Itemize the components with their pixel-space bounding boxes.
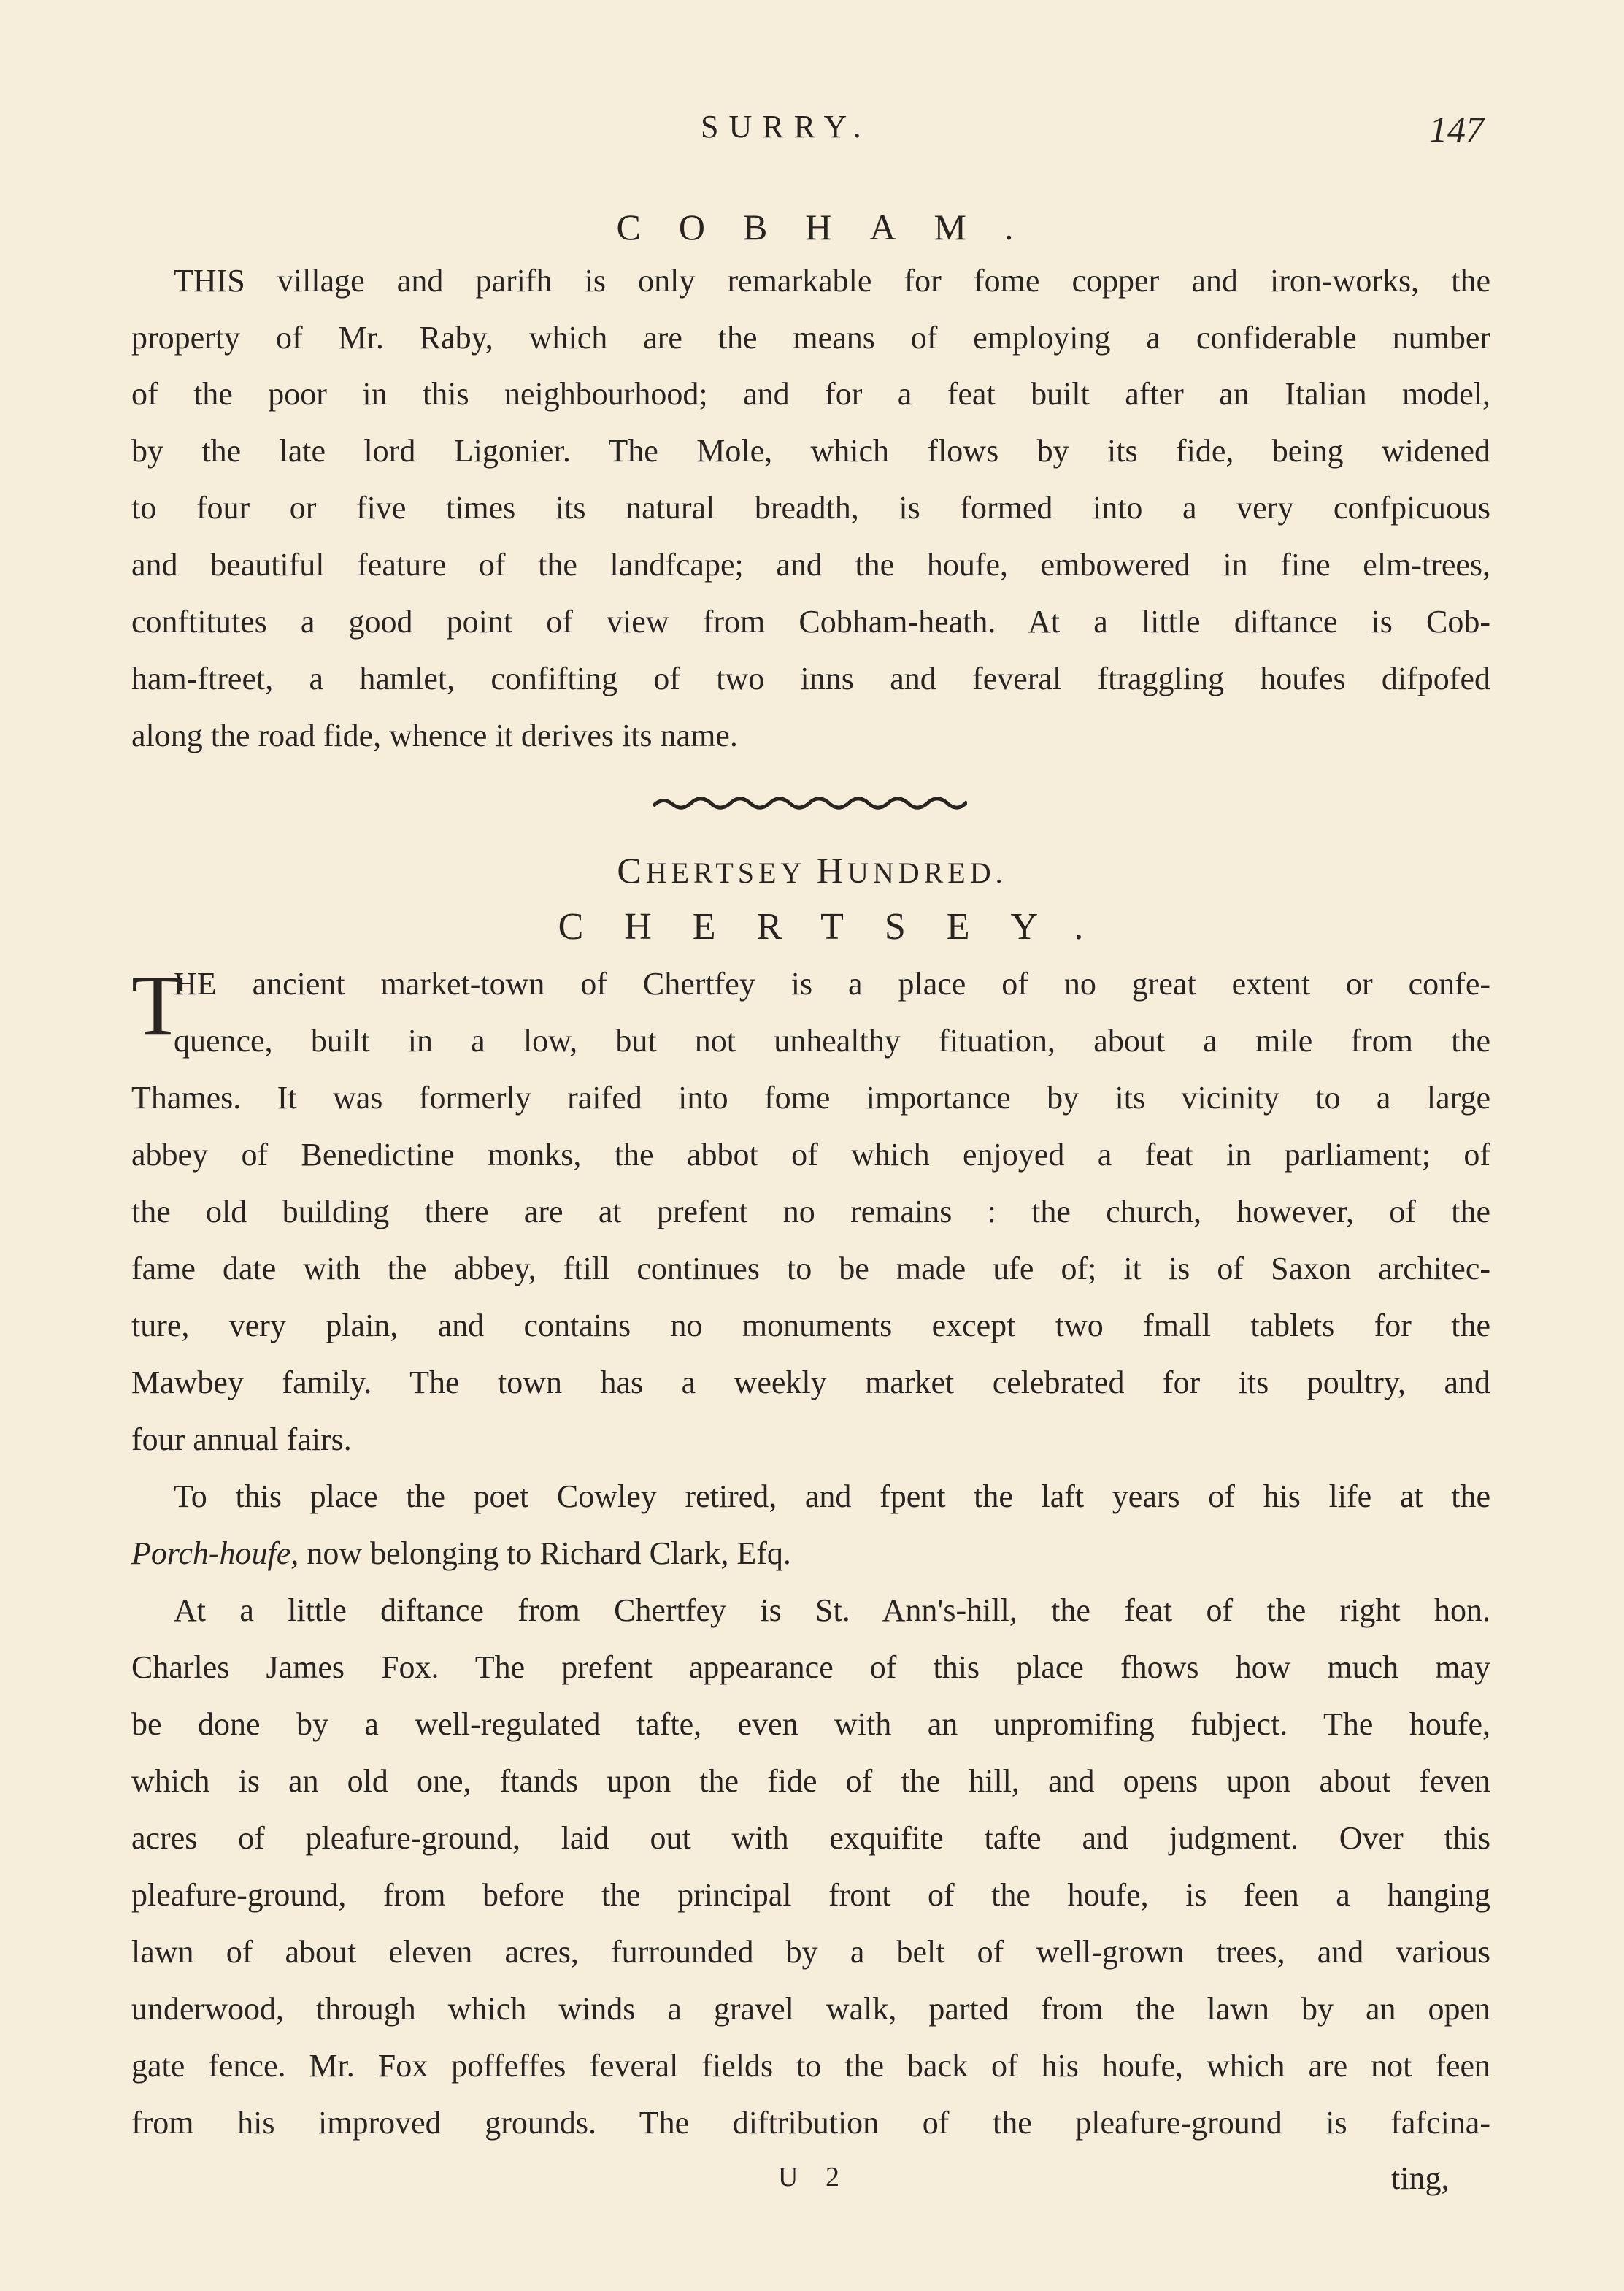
text-line-rest: now belonging to Richard Clark, Efq. — [299, 1535, 791, 1571]
hundred-heading-cap: H — [816, 850, 847, 891]
drop-cap: T — [131, 957, 185, 1053]
text-line: by the late lord Ligonier. The Mole, which flows by its fide, being widened — [131, 433, 1490, 469]
text-line: be done by a well-regulated tafte, even with an unpromifing fubject. The houfe, — [131, 1706, 1490, 1742]
catchword: ting, — [1391, 2160, 1450, 2196]
text-line: four annual fairs. — [131, 1421, 352, 1457]
chertsey-heading: CHERTSEY. — [558, 906, 1125, 948]
ornamental-divider — [653, 793, 967, 813]
text-line: fame date with the abbey, ftill continues to be made ufe of; it is of Saxon architec- — [131, 1251, 1490, 1286]
text-line: Mawbey family. The town has a weekly market celebrated for its poultry, and — [131, 1365, 1490, 1400]
text-line: At a little diftance from Chertfey is St. Ann's-hill, the feat of the right hon. — [174, 1592, 1490, 1628]
text-line — [131, 1532, 1490, 1576]
text-line: THIS village and parifh is only remarkable for fome copper and iron-works, the — [174, 263, 1490, 299]
text-line: gate fence. Mr. Fox poffeffes feveral fields to the back of his houfe, which are not feen — [131, 2048, 1490, 2084]
running-head — [0, 108, 1624, 152]
text-line: Charles James Fox. The prefent appearance of this place fhows how much may — [131, 1649, 1490, 1685]
hundred-heading — [0, 849, 1624, 891]
cobham-heading: COBHAM. — [616, 207, 1052, 247]
text-line: conftitutes a good point of view from Cobham-heath. At a little diftance is Cob- — [131, 604, 1490, 640]
page-number: 147 — [1429, 109, 1484, 150]
text-line: abbey of Benedictine monks, the abbot of which enjoyed a feat in parliament; of — [131, 1137, 1490, 1173]
text-line: HE ancient market-town of Chertfey is a place of no great extent or confe- — [174, 966, 1490, 1002]
text-line: lawn of about eleven acres, furrounded by a belt of well-grown trees, and various — [131, 1934, 1490, 1970]
text-line: quence, built in a low, but not unhealthy fituation, about a mile from the — [174, 1023, 1490, 1059]
running-head-title: SURRY. — [701, 109, 871, 145]
text-line: the old building there are at prefent no remains : the church, however, of the — [131, 1194, 1490, 1229]
text-line: along the road fide, whence it derives its name. — [131, 718, 738, 753]
text-line: underwood, through which winds a gravel walk, parted from the lawn by an open — [131, 1991, 1490, 2027]
italic-house-name: Porch-houfe, — [131, 1535, 299, 1571]
text-line: Thames. It was formerly raifed into fome importance by its vicinity to a large — [131, 1080, 1490, 1116]
signature-mark: U 2 — [778, 2162, 850, 2192]
text-line: of the poor in this neighbourhood; and for a feat built after an Italian model, — [131, 376, 1490, 412]
hundred-heading-word: HERTSEY — [645, 856, 805, 889]
text-line: from his improved grounds. The diftribution of the pleafure-ground is fafcina- — [131, 2105, 1490, 2141]
text-line: which is an old one, ftands upon the fide of the hill, and opens upon about feven — [131, 1763, 1490, 1799]
text-line: To this place the poet Cowley retired, and fpent the laft years of his life at the — [174, 1478, 1490, 1514]
text-line: to four or five times its natural breadth, is formed into a very confpicuous — [131, 490, 1490, 526]
text-line: ham-ftreet, a hamlet, confifting of two inns and feveral ftraggling houfes difpofed — [131, 661, 1490, 696]
text-line: acres of pleafure-ground, laid out with exquifite tafte and judgment. Over this — [131, 1820, 1490, 1856]
text-line: pleafure-ground, from before the principal front of the houfe, is feen a hanging — [131, 1877, 1490, 1913]
hundred-heading-cap: C — [617, 850, 646, 891]
text-line: and beautiful feature of the landfcape; and the houfe, embowered in fine elm-trees, — [131, 547, 1490, 583]
text-line: ture, very plain, and contains no monuments except two fmall tablets for the — [131, 1308, 1490, 1343]
text-line: property of Mr. Raby, which are the means of employing a confiderable number — [131, 320, 1490, 356]
hundred-heading-word: UNDRED. — [847, 856, 1007, 889]
